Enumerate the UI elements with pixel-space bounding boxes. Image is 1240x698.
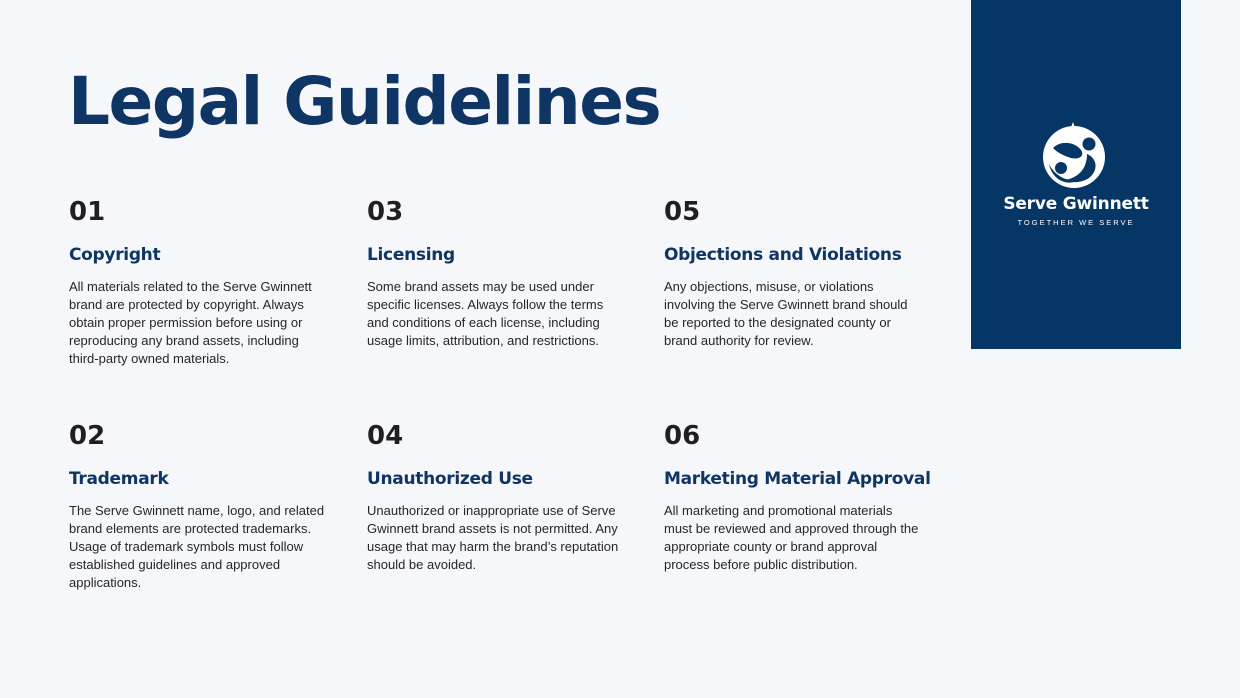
item-number: 03 (367, 197, 404, 227)
item-body: Unauthorized or inappropriate use of Serve Gwinnett brand assets is not permitted. Any usage that may harm the brand’s reputation should be avoided. (367, 503, 619, 572)
guideline-item-licensing (367, 197, 627, 350)
item-body: The Serve Gwinnett name, logo, and related brand elements are protected trademarks. Usage of trademark symbols must follow established guidelines and approved applications. (69, 503, 325, 590)
item-number: 04 (367, 421, 404, 451)
item-number: 06 (664, 421, 701, 451)
item-heading: Copyright (69, 245, 161, 265)
serve-gwinnett-logo-icon (1041, 120, 1107, 190)
item-heading: Unauthorized Use (367, 469, 533, 489)
item-number: 01 (69, 197, 106, 227)
guideline-item-trademark (69, 421, 329, 592)
item-number: 02 (69, 421, 106, 451)
item-heading: Marketing Material Approval (664, 469, 931, 489)
guideline-item-objections-violations (664, 197, 924, 350)
item-heading: Objections and Violations (664, 245, 902, 265)
item-number: 05 (664, 197, 701, 227)
item-heading: Trademark (69, 469, 169, 489)
page-title: Legal Guidelines (68, 63, 661, 140)
item-body: All marketing and promotional materials must be reviewed and approved through the appropriate county or brand approval process before public distribution. (664, 503, 919, 572)
brand-panel (971, 0, 1181, 349)
item-body: Any objections, misuse, or violations involving the Serve Gwinnett brand should be reported to the designated county or brand authority for review. (664, 279, 908, 348)
brand-name: Serve Gwinnett (1003, 194, 1149, 214)
guideline-item-marketing-approval (664, 421, 931, 574)
item-body: Some brand assets may be used under specific licenses. Always follow the terms and conditions of each license, including usage limits, attribution, and restrictions. (367, 279, 604, 348)
item-body: All materials related to the Serve Gwinnett brand are protected by copyright. Always obtain proper permission before using or reproducing any brand assets, including third-party owned materials. (69, 279, 312, 366)
guideline-item-unauthorized-use (367, 421, 627, 574)
guideline-item-copyright (69, 197, 329, 368)
item-heading: Licensing (367, 245, 455, 265)
brand-tagline: TOGETHER WE SERVE (1017, 218, 1135, 227)
